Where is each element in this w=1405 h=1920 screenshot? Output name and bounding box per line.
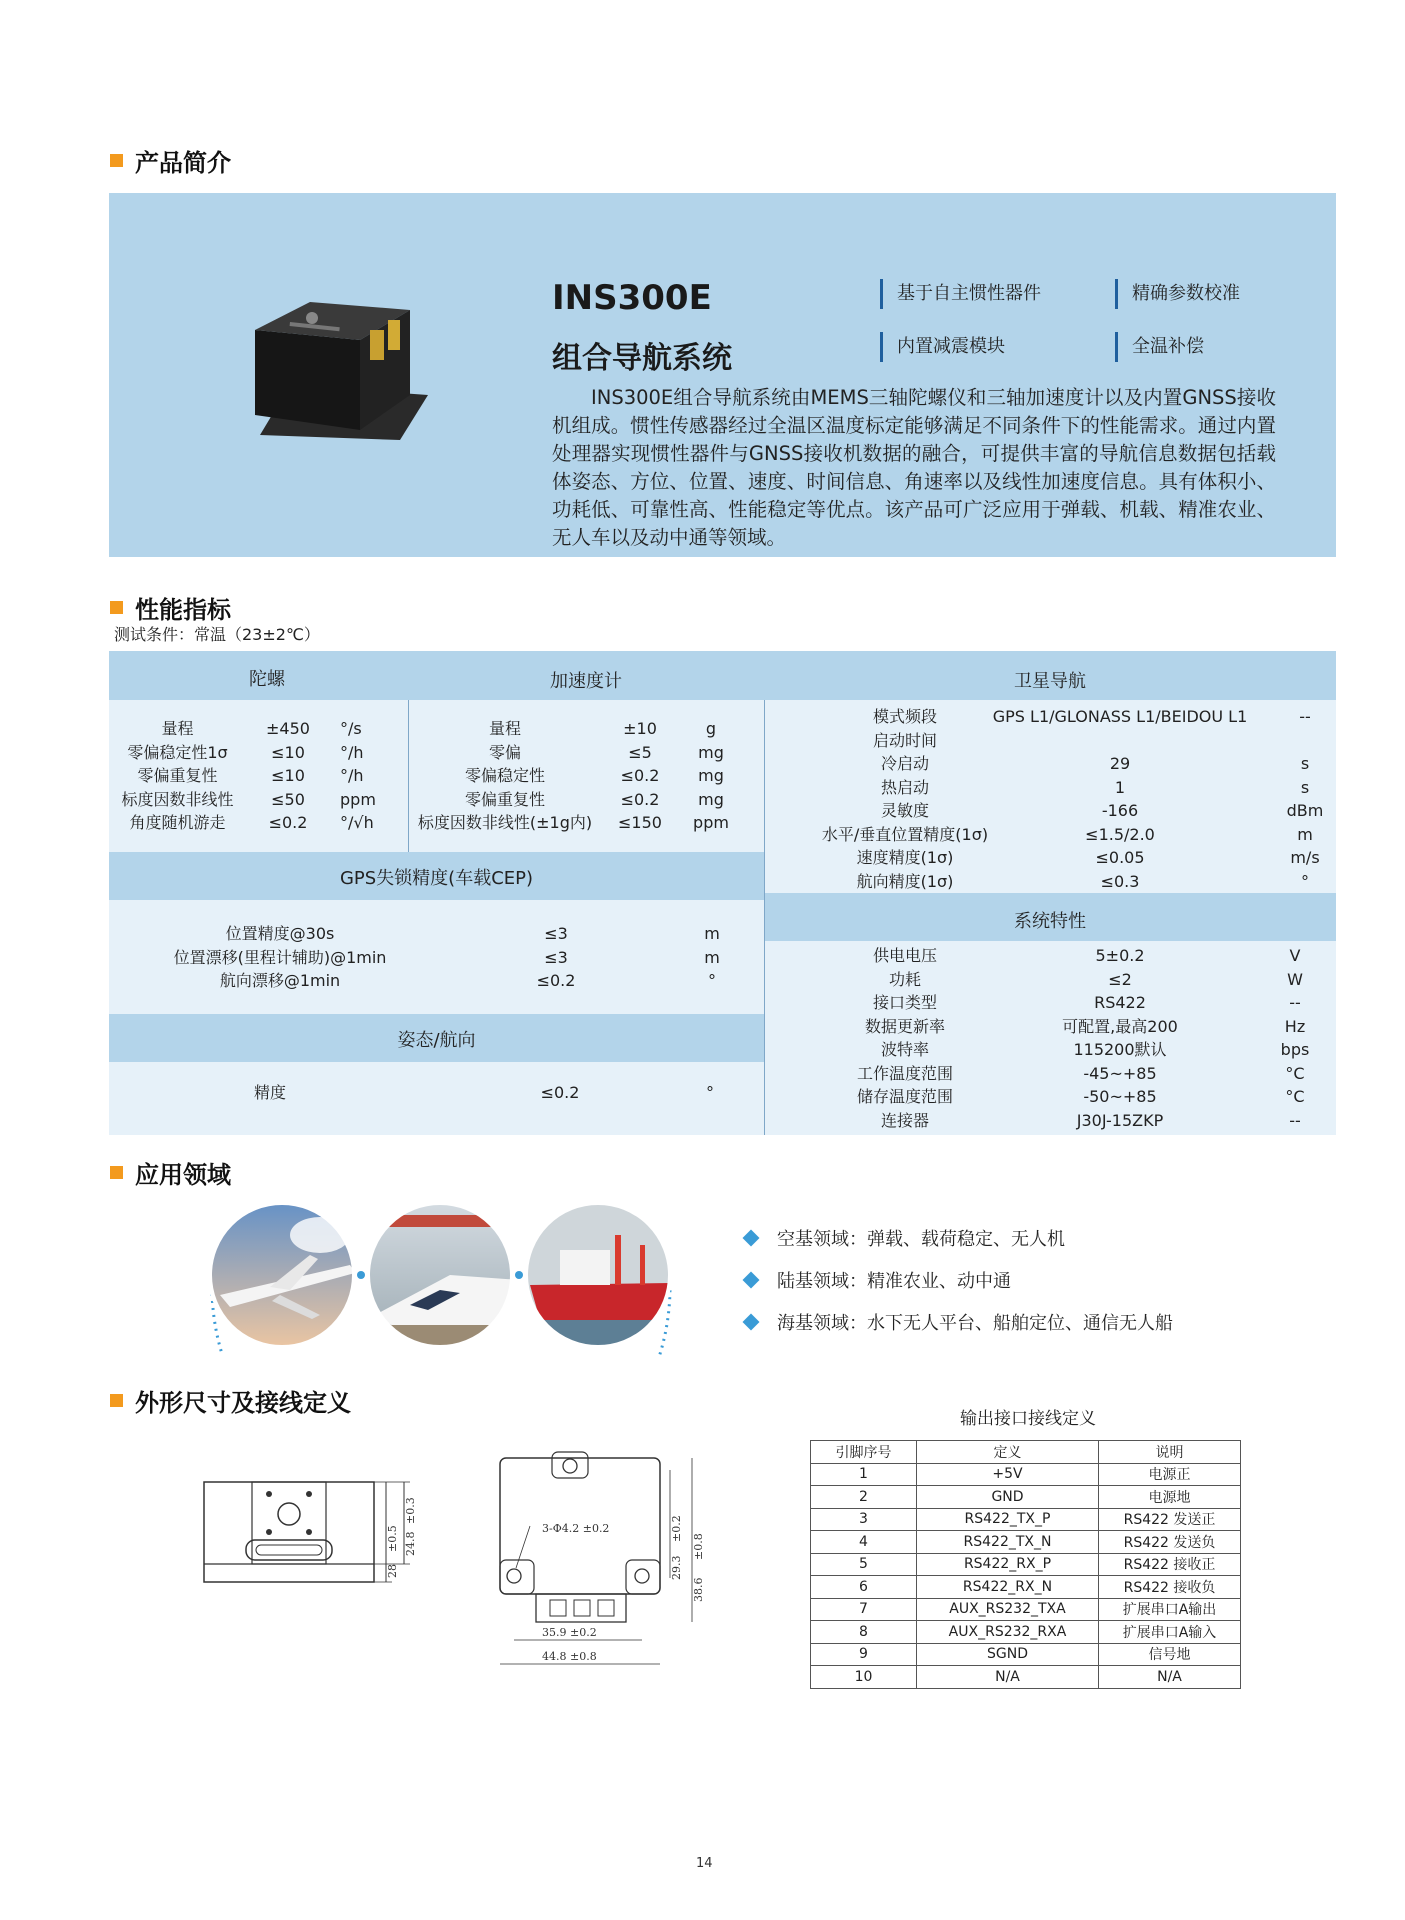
page-number: 14: [696, 1856, 713, 1871]
spec-value: ≤3: [544, 924, 568, 943]
hole-label: 3-Φ4.2 ±0.2: [542, 1522, 610, 1535]
spec-unit: °/s: [340, 719, 362, 738]
spec-label: 位置精度@30s: [225, 924, 335, 943]
feature-tag: 内置减震模块: [880, 332, 1005, 362]
table-cell: RS422_TX_P: [917, 1508, 1099, 1531]
spec-label: 工作温度范围: [856, 1063, 953, 1083]
spec-label: 标度因数非线性: [121, 789, 234, 809]
table-header-row: [811, 1441, 1241, 1464]
application-images: [200, 1195, 690, 1355]
spec-unit: m/s: [1290, 848, 1320, 867]
spec-value: 5±0.2: [1095, 946, 1145, 965]
section-heading-performance: [110, 590, 231, 625]
table-cell: 2: [811, 1486, 917, 1509]
spec-unit: Hz: [1284, 1016, 1306, 1036]
table-cell: N/A: [917, 1666, 1099, 1689]
spec-unit: °C: [1285, 1063, 1305, 1083]
dim-label: 38.6: [692, 1577, 705, 1602]
spec-label: 启动时间: [872, 730, 937, 750]
spec-label: 标度因数非线性(±1g内): [417, 813, 593, 832]
list-item: 陆基领域：精准农业、动中通: [745, 1267, 1011, 1293]
spec-unit: °C: [1285, 1087, 1305, 1106]
spec-label: 模式频段: [872, 707, 937, 726]
table-cell: N/A: [1099, 1666, 1241, 1689]
product-photo: [250, 300, 430, 440]
table-cell: RS422 接收正: [1099, 1553, 1241, 1576]
spec-unit: V: [1289, 946, 1301, 965]
spec-label: 水平/垂直位置精度(1σ): [821, 824, 989, 844]
spec-unit: °/√h: [340, 813, 374, 832]
column-divider: [408, 700, 409, 852]
spec-unit: g: [705, 719, 717, 738]
spec-label: 数据更新率: [864, 1016, 945, 1036]
diamond-bullet-icon: [743, 1230, 760, 1247]
dim-label: 28: [386, 1564, 399, 1578]
spec-value: GPS L1/GLONASS L1/BEIDOU L1: [992, 707, 1248, 726]
spec-label: 量程: [488, 719, 521, 738]
spec-unit: mg: [698, 789, 724, 809]
table-cell: RS422_RX_N: [917, 1576, 1099, 1599]
spec-value: -45~+85: [1083, 1063, 1157, 1083]
table-cell: SGND: [917, 1643, 1099, 1666]
spec-value: ≤1.5/2.0: [1085, 824, 1155, 844]
feature-tag: 精确参数校准: [1115, 279, 1240, 309]
spec-unit: --: [1289, 993, 1301, 1012]
table-row: [811, 1553, 1241, 1576]
side-view-drawing: [200, 1470, 440, 1600]
section-title: 外形尺寸及接线定义: [135, 1389, 351, 1417]
spec-value: ≤0.3: [1100, 871, 1140, 891]
spec-label: 零偏重复性: [137, 766, 218, 785]
gyro-title: 陀螺: [249, 669, 285, 690]
spec-unit: ppm: [693, 813, 729, 832]
spec-unit: °: [706, 1083, 714, 1102]
dim-label: 24.8: [404, 1531, 417, 1556]
spec-label: 零偏稳定性: [464, 766, 545, 785]
spec-label: 功耗: [888, 969, 921, 989]
spec-value: 1: [1114, 777, 1126, 797]
spec-value: ≤5: [628, 742, 652, 762]
table-cell: RS422 接收负: [1099, 1576, 1241, 1599]
spec-unit: s: [1300, 777, 1310, 797]
spec-value: -166: [1101, 801, 1139, 820]
spec-unit: --: [1299, 707, 1311, 726]
dim-label: 44.8 ±0.8: [542, 1650, 597, 1663]
table-cell: 4: [811, 1531, 917, 1554]
spec-value: ≤0.2: [536, 971, 576, 990]
spec-value: RS422: [1094, 993, 1146, 1012]
table-cell: 定义: [917, 1441, 1099, 1464]
dim-label: ±0.3: [404, 1497, 417, 1524]
spec-unit: °/h: [340, 742, 364, 762]
spec-label: 航向漂移@1min: [219, 971, 341, 990]
spec-label: 供电电压: [872, 946, 937, 965]
spec-value: ≤0.05: [1095, 848, 1145, 867]
feature-tag: 基于自主惯性器件: [880, 279, 1041, 309]
spec-label: 波特率: [880, 1040, 929, 1059]
spec-unit: m: [704, 924, 720, 943]
spec-unit: ppm: [340, 789, 376, 809]
table-cell: AUX_RS232_TXA: [917, 1598, 1099, 1621]
table-cell: RS422_TX_N: [917, 1531, 1099, 1554]
table-cell: 7: [811, 1598, 917, 1621]
dim-label: ±0.8: [692, 1533, 705, 1560]
section-heading-intro: [110, 143, 231, 178]
table-cell: RS422 发送正: [1099, 1508, 1241, 1531]
section-title: 应用领域: [135, 1161, 231, 1189]
table-row: [811, 1486, 1241, 1509]
column-divider: [764, 700, 765, 1135]
spec-value: 115200默认: [1073, 1040, 1167, 1059]
table-cell: AUX_RS232_RXA: [917, 1621, 1099, 1644]
table-row: [811, 1621, 1241, 1644]
spec-value: ≤0.2: [620, 789, 660, 809]
spec-unit: °: [1301, 871, 1309, 891]
table-cell: 扩展串口A输入: [1099, 1621, 1241, 1644]
pinout-table: [810, 1440, 1241, 1689]
spec-label: 灵敏度: [880, 801, 929, 820]
spec-unit: dBm: [1286, 801, 1324, 820]
spec-value: 可配置,最高200: [1062, 1016, 1178, 1036]
table-cell: 9: [811, 1643, 917, 1666]
square-bullet-icon: [110, 1166, 123, 1179]
diamond-bullet-icon: [743, 1272, 760, 1289]
spec-value: -50~+85: [1083, 1087, 1157, 1106]
table-cell: 6: [811, 1576, 917, 1599]
square-bullet-icon: [110, 1394, 123, 1407]
dim-label: 35.9 ±0.2: [542, 1626, 597, 1639]
spec-label: 速度精度(1σ): [856, 848, 954, 867]
spec-label: 零偏稳定性1σ: [127, 742, 228, 762]
spec-value: ≤50: [271, 789, 305, 809]
section-heading-dimensions: [110, 1383, 351, 1418]
spec-unit: m: [1297, 824, 1313, 844]
spec-value: ≤2: [1108, 969, 1132, 989]
spec-value: ≤10: [271, 766, 305, 785]
table-cell: 扩展串口A输出: [1099, 1598, 1241, 1621]
spec-unit: W: [1287, 969, 1303, 989]
spec-value: ≤3: [544, 947, 568, 967]
table-cell: GND: [917, 1486, 1099, 1509]
product-description: INS300E组合导航系统由MEMS三轴陀螺仪和三轴加速度计以及内置GNSS接收机组成。惯性传感器经过全温区温度标定能够满足不同条件下的性能需求。通过内置处理器实现惯性器件与GNSS接收机数据的融合，可提供丰富的导航信息数据包括载体姿态、方位、位置、速度、时间信息、角速率以及线性加速度信息。具有体积小、功耗低、可靠性高、性能稳定等优点。该产品可广泛应用于弹载、机载、精准农业、无人车以及动中通等领域。: [552, 386, 1276, 549]
table-cell: 引脚序号: [811, 1441, 917, 1464]
dim-label: ±0.2: [670, 1515, 683, 1542]
spec-label: 热启动: [880, 777, 929, 797]
spec-unit: mg: [698, 766, 724, 785]
table-cell: 说明: [1099, 1441, 1241, 1464]
spec-value: 29: [1109, 754, 1131, 773]
train-image: [360, 1195, 530, 1355]
gnss-title: 卫星导航: [1014, 671, 1086, 692]
gps-loss-title: GPS失锁精度(车载CEP): [339, 868, 534, 889]
spec-label: 位置漂移(里程计辅助)@1min: [173, 947, 387, 967]
spec-value: ±10: [623, 719, 657, 738]
square-bullet-icon: [110, 601, 123, 614]
table-row: [811, 1666, 1241, 1689]
table-cell: 3: [811, 1508, 917, 1531]
spec-value: ≤0.2: [268, 813, 308, 832]
spec-value: J30J-15ZKP: [1076, 1110, 1164, 1130]
feature-tag: 全温补偿: [1115, 332, 1204, 362]
spec-unit: mg: [698, 742, 724, 762]
dim-label: ±0.5: [386, 1525, 399, 1552]
table-row: [811, 1576, 1241, 1599]
table-cell: 1: [811, 1463, 917, 1486]
spec-label: 储存温度范围: [856, 1087, 953, 1106]
attitude-title: 姿态/航向: [397, 1030, 476, 1051]
spec-unit: °: [708, 971, 716, 990]
accel-title: 加速度计: [550, 671, 622, 692]
spec-unit: °/h: [340, 766, 364, 785]
spec-value: ≤0.2: [540, 1083, 580, 1102]
spec-label: 精度: [253, 1083, 286, 1102]
spec-label: 冷启动: [880, 754, 929, 773]
product-model: INS300E: [552, 278, 712, 318]
table-row: [811, 1531, 1241, 1554]
spec-label: 零偏重复性: [464, 789, 545, 809]
spec-unit: --: [1289, 1110, 1301, 1130]
section-title: 性能指标: [135, 596, 231, 624]
table-cell: 10: [811, 1666, 917, 1689]
section-title: 产品简介: [135, 149, 231, 177]
spec-value: ≤10: [271, 742, 305, 762]
table-cell: 电源地: [1099, 1486, 1241, 1509]
spec-label: 连接器: [880, 1110, 929, 1130]
top-view-drawing: [490, 1450, 730, 1680]
list-item: 空基领域：弹载、载荷稳定、无人机: [745, 1225, 1065, 1251]
spec-unit: s: [1300, 754, 1310, 773]
spec-label: 零偏: [488, 742, 521, 762]
table-cell: 8: [811, 1621, 917, 1644]
spec-label: 量程: [161, 719, 194, 738]
spec-label: 角度随机游走: [129, 813, 226, 832]
product-name: 组合导航系统: [552, 341, 732, 376]
table-cell: 信号地: [1099, 1643, 1241, 1666]
table-cell: 5: [811, 1553, 917, 1576]
table-cell: RS422_RX_P: [917, 1553, 1099, 1576]
aircraft-image: [200, 1195, 370, 1355]
test-condition: 测试条件：常温（23±2℃）: [114, 625, 320, 644]
spec-unit: bps: [1280, 1040, 1310, 1059]
table-row: [811, 1463, 1241, 1486]
ship-image: [520, 1195, 690, 1355]
spec-unit: m: [704, 947, 720, 967]
square-bullet-icon: [110, 154, 123, 167]
diamond-bullet-icon: [743, 1314, 760, 1331]
table-row: [811, 1643, 1241, 1666]
spec-value: ≤150: [618, 813, 662, 832]
table-cell: +5V: [917, 1463, 1099, 1486]
spec-value: ≤0.2: [620, 766, 660, 785]
spec-value: ±450: [266, 719, 310, 738]
section-heading-application: [110, 1155, 231, 1190]
pinout-title: 输出接口接线定义: [960, 1409, 1096, 1429]
spec-label: 航向精度(1σ): [856, 871, 954, 891]
dim-label: 29.3: [670, 1555, 683, 1580]
system-title: 系统特性: [1014, 911, 1086, 932]
table-cell: 电源正: [1099, 1463, 1241, 1486]
spec-label: 接口类型: [872, 993, 937, 1012]
table-row: [811, 1508, 1241, 1531]
table-cell: RS422 发送负: [1099, 1531, 1241, 1554]
table-row: [811, 1598, 1241, 1621]
list-item: 海基领域：水下无人平台、船舶定位、通信无人船: [745, 1309, 1173, 1335]
